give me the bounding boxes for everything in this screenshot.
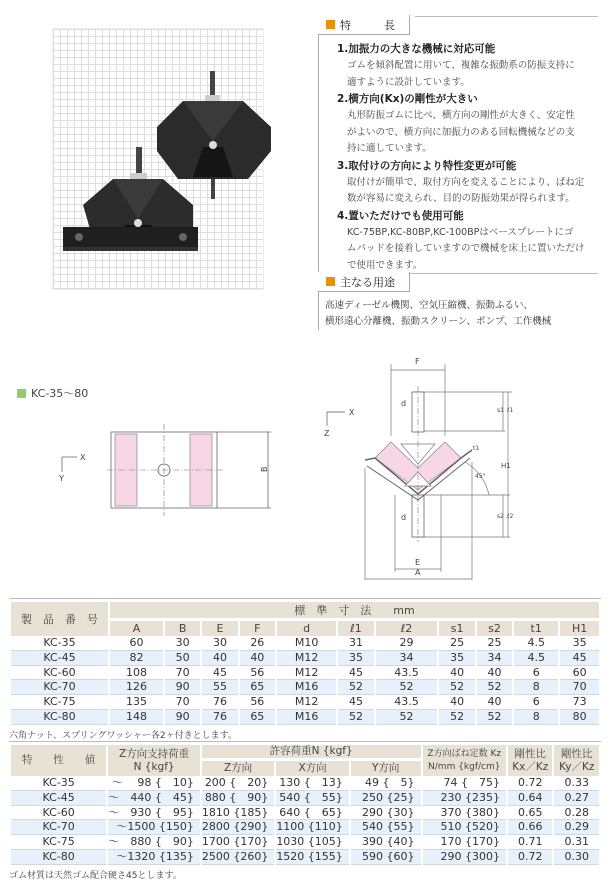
column-header: t1 <box>514 621 558 636</box>
side-view-drawing <box>315 350 515 580</box>
value-cell: 35 <box>439 651 474 666</box>
features-heading: 特 長 <box>318 15 410 35</box>
value-cell: 40 <box>477 666 512 681</box>
support-cell: 〜1320 {135} <box>108 850 200 865</box>
column-header: A <box>110 621 163 636</box>
column-header: F <box>240 621 275 636</box>
svg-text:X: X <box>80 453 86 462</box>
value-cell: 82 <box>110 651 163 666</box>
value-cell: 52 <box>376 680 438 695</box>
model-cell: KC-35 <box>11 636 108 651</box>
svg-text:X: X <box>349 408 355 417</box>
value-cell: 52 <box>477 710 512 725</box>
y-cell: 250 {25} <box>351 791 421 806</box>
column-header: ℓ1 <box>338 621 373 636</box>
z-cell: 880 { 90} <box>202 791 274 806</box>
ky_kz-cell: 0.33 <box>554 776 599 791</box>
model-cell: KC-45 <box>11 651 108 666</box>
value-cell: 52 <box>477 680 512 695</box>
value-cell: 45 <box>202 666 237 681</box>
model-column-header: 製 品 番 号 <box>11 602 108 636</box>
uses-section <box>318 271 598 330</box>
svg-text:d: d <box>401 513 407 522</box>
dimensions-note: 六角ナット、スプリングワッシャー各2ヶ付きとします。 <box>9 730 237 741</box>
section-divider <box>408 273 598 274</box>
features-list <box>318 35 598 278</box>
value-cell: 43.5 <box>376 666 438 681</box>
kz-cell: 230 {235} <box>423 791 507 806</box>
value-cell: 40 <box>439 666 474 681</box>
svg-text:ℓ1: ℓ1 <box>507 407 514 414</box>
orange-square-icon <box>326 20 335 29</box>
characteristics-column-header: 特 性 値 <box>11 745 106 776</box>
svg-text:A: A <box>415 568 421 577</box>
table-row <box>11 776 599 791</box>
kx_kz-cell: 0.72 <box>508 850 552 865</box>
model-cell: KC-60 <box>11 666 108 681</box>
svg-text:d: d <box>401 399 407 408</box>
x-cell: 1100 {110} <box>276 820 348 835</box>
x-cell: 1520 {155} <box>276 850 348 865</box>
stiffness-ratio-x-header: 剛性比 Kx／Kz <box>508 745 552 776</box>
value-cell: 26 <box>240 636 275 651</box>
value-cell: 55 <box>202 680 237 695</box>
value-cell: 30 <box>202 636 237 651</box>
table-row <box>11 791 599 806</box>
y-cell: 590 {60} <box>351 850 421 865</box>
value-cell: 29 <box>376 636 438 651</box>
model-cell: KC-70 <box>11 820 106 835</box>
value-cell: 65 <box>240 680 275 695</box>
x-cell: 1030 {105} <box>276 835 348 850</box>
kx_kz-cell: 0.64 <box>508 791 552 806</box>
allowable-load-header: 許容荷重N {kgf} <box>202 745 421 761</box>
svg-text:45°: 45° <box>475 473 486 480</box>
value-cell: 43.5 <box>376 695 438 710</box>
value-cell: 52 <box>439 710 474 725</box>
value-cell: 52 <box>376 710 438 725</box>
svg-text:F: F <box>415 357 420 366</box>
support-cell: 〜1500 {150} <box>108 820 200 835</box>
anti-vibration-mount-illustration <box>33 29 283 291</box>
value-cell: 34 <box>477 651 512 666</box>
value-cell: 34 <box>376 651 438 666</box>
value-cell: 56 <box>240 666 275 681</box>
value-cell: 25 <box>439 636 474 651</box>
value-cell: 80 <box>560 710 599 725</box>
table-row <box>11 835 599 850</box>
table-row <box>11 850 599 865</box>
value-cell: 76 <box>202 710 237 725</box>
table-row <box>11 695 599 710</box>
model-cell: KC-70 <box>11 680 108 695</box>
table-row <box>11 666 599 681</box>
support-cell: 〜 440 { 45} <box>108 791 200 806</box>
column-header: ℓ2 <box>376 621 438 636</box>
value-cell: 52 <box>338 710 373 725</box>
column-header: B <box>165 621 200 636</box>
model-cell: KC-75 <box>11 695 108 710</box>
value-cell: 6 <box>514 695 558 710</box>
table-row <box>11 710 599 725</box>
value-cell: 60 <box>110 636 163 651</box>
value-cell: 70 <box>165 695 200 710</box>
support-cell: 〜 880 { 90} <box>108 835 200 850</box>
model-cell: KC-60 <box>11 806 106 821</box>
value-cell: 60 <box>560 666 599 681</box>
section-divider <box>415 16 598 17</box>
table-row <box>11 651 599 666</box>
svg-text:E: E <box>415 558 421 567</box>
ky_kz-cell: 0.29 <box>554 820 599 835</box>
stiffness-ratio-y-header: 剛性比 Ky／Kz <box>554 745 599 776</box>
table-row <box>11 806 599 821</box>
value-cell: 108 <box>110 666 163 681</box>
svg-text:ℓ2: ℓ2 <box>507 513 514 520</box>
z-cell: 1810 {185} <box>202 806 274 821</box>
value-cell: 4.5 <box>514 636 558 651</box>
product-photo <box>52 28 264 290</box>
value-cell: 25 <box>477 636 512 651</box>
value-cell: 6 <box>514 666 558 681</box>
value-cell: 4.5 <box>514 651 558 666</box>
table-row <box>11 820 599 835</box>
characteristics-table-section <box>9 741 601 881</box>
kx_kz-cell: 0.65 <box>508 806 552 821</box>
column-header: E <box>202 621 237 636</box>
column-header: Y方向 <box>351 761 421 776</box>
value-cell: 40 <box>202 651 237 666</box>
value-cell: 70 <box>165 666 200 681</box>
value-cell: 40 <box>240 651 275 666</box>
value-cell: M16 <box>277 710 336 725</box>
feature-item: 1.加振力の大きな機械に対応可能 ゴムを傾斜配置に用いて、複雑な振動系の防振支持に 適すように設計しています。 <box>337 43 575 88</box>
value-cell: 35 <box>560 636 599 651</box>
kx_kz-cell: 0.72 <box>508 776 552 791</box>
model-cell: KC-35 <box>11 776 106 791</box>
value-cell: 40 <box>439 695 474 710</box>
value-cell: 135 <box>110 695 163 710</box>
kz-cell: 74 { 75} <box>423 776 507 791</box>
value-cell: 8 <box>514 680 558 695</box>
spring-constant-header: Z方向ばね定数 Kz N/mm {kgf/cm} <box>423 745 507 776</box>
value-cell: 70 <box>560 680 599 695</box>
value-cell: M12 <box>277 695 336 710</box>
column-header: d <box>277 621 336 636</box>
column-header: H1 <box>560 621 599 636</box>
green-square-icon <box>17 389 26 398</box>
y-cell: 290 {30} <box>351 806 421 821</box>
column-header: s2 <box>477 621 512 636</box>
value-cell: 90 <box>165 710 200 725</box>
value-cell: 45 <box>338 695 373 710</box>
z-cell: 1700 {170} <box>202 835 274 850</box>
model-cell: KC-75 <box>11 835 106 850</box>
orange-square-icon <box>326 277 335 286</box>
value-cell: 31 <box>338 636 373 651</box>
y-cell: 540 {55} <box>351 820 421 835</box>
feature-item: 3.取付けの方向により特性変更が可能 取付けが簡単で、取付方向を変えることにより、ばね定 数が容易に変えられ、目的の防振効果が得られます。 <box>337 159 585 204</box>
x-cell: 130 { 13} <box>276 776 348 791</box>
ky_kz-cell: 0.27 <box>554 791 599 806</box>
value-cell: 50 <box>165 651 200 666</box>
value-cell: M12 <box>277 666 336 681</box>
kx_kz-cell: 0.66 <box>508 820 552 835</box>
z-cell: 2500 {260} <box>202 850 274 865</box>
kz-cell: 290 {300} <box>423 850 507 865</box>
svg-text:Z: Z <box>324 429 330 438</box>
value-cell: 8 <box>514 710 558 725</box>
value-cell: 45 <box>560 651 599 666</box>
svg-text:B: B <box>260 466 269 472</box>
value-cell: 45 <box>338 666 373 681</box>
value-cell: 52 <box>439 680 474 695</box>
uses-list: 高速ディーゼル機関、空気圧縮機、振動ふるい、 横形遠心分離機、振動スクリーン、ポンプ、工作機械 <box>318 292 598 330</box>
x-cell: 640 { 65} <box>276 806 348 821</box>
dimensions-table <box>9 602 601 725</box>
kz-cell: 170 {170} <box>423 835 507 850</box>
value-cell: 35 <box>338 651 373 666</box>
kz-cell: 510 {520} <box>423 820 507 835</box>
support-cell: 〜 930 { 95} <box>108 806 200 821</box>
value-cell: 56 <box>240 695 275 710</box>
value-cell: M16 <box>277 680 336 695</box>
column-header: Z方向 <box>202 761 274 776</box>
support-cell: 〜 98 { 10} <box>108 776 200 791</box>
feature-item: 2.横方向(Kx)の剛性が大きい 丸形防振ゴムに比べ、横方向の剛性が大きく、安定性 がよいので、横方向に加振力のある回転機械などの支 持に適しています。 <box>337 93 575 154</box>
value-cell: 148 <box>110 710 163 725</box>
value-cell: 76 <box>202 695 237 710</box>
uses-heading: 主なる用途 <box>318 272 410 292</box>
column-header: X方向 <box>276 761 348 776</box>
value-cell: M10 <box>277 636 336 651</box>
value-cell: 90 <box>165 680 200 695</box>
y-cell: 390 {40} <box>351 835 421 850</box>
value-cell: 73 <box>560 695 599 710</box>
z-cell: 2800 {290} <box>202 820 274 835</box>
characteristics-note: ゴム材質は天然ゴム配合硬さ45とします。 <box>9 870 182 881</box>
model-range-label: KC-35〜80 <box>17 385 88 401</box>
svg-text:Y: Y <box>59 474 64 483</box>
value-cell: 52 <box>338 680 373 695</box>
value-cell: 40 <box>477 695 512 710</box>
table-row <box>11 636 599 651</box>
column-header: s1 <box>439 621 474 636</box>
dimensions-table-section <box>9 598 601 741</box>
svg-text:s1: s1 <box>497 407 504 414</box>
standard-dimensions-header: 標 準 寸 法 mm <box>110 602 599 621</box>
kz-cell: 370 {380} <box>423 806 507 821</box>
value-cell: 65 <box>240 710 275 725</box>
ky_kz-cell: 0.30 <box>554 850 599 865</box>
value-cell: 126 <box>110 680 163 695</box>
y-cell: 49 { 5} <box>351 776 421 791</box>
value-cell: 30 <box>165 636 200 651</box>
characteristics-table <box>9 745 601 865</box>
feature-item: 4.置いただけでも使用可能 KC-75BP,KC-80BP,KC-100BPはベースプレートにゴ ムパッドを接着していますので機械を床上に置いただけ で使用できます。 <box>337 209 585 271</box>
value-cell: M12 <box>277 651 336 666</box>
kx_kz-cell: 0.71 <box>508 835 552 850</box>
ky_kz-cell: 0.31 <box>554 835 599 850</box>
model-cell: KC-45 <box>11 791 106 806</box>
features-section <box>318 14 598 278</box>
x-cell: 540 { 55} <box>276 791 348 806</box>
support-load-header: Z方向支持荷重 N {kgf} <box>108 745 200 776</box>
plan-view-drawing <box>55 420 295 550</box>
svg-text:H1: H1 <box>501 462 511 470</box>
svg-text:t1: t1 <box>473 445 480 452</box>
ky_kz-cell: 0.28 <box>554 806 599 821</box>
table-row <box>11 680 599 695</box>
model-cell: KC-80 <box>11 710 108 725</box>
z-cell: 200 { 20} <box>202 776 274 791</box>
svg-text:s2: s2 <box>497 513 504 520</box>
model-cell: KC-80 <box>11 850 106 865</box>
